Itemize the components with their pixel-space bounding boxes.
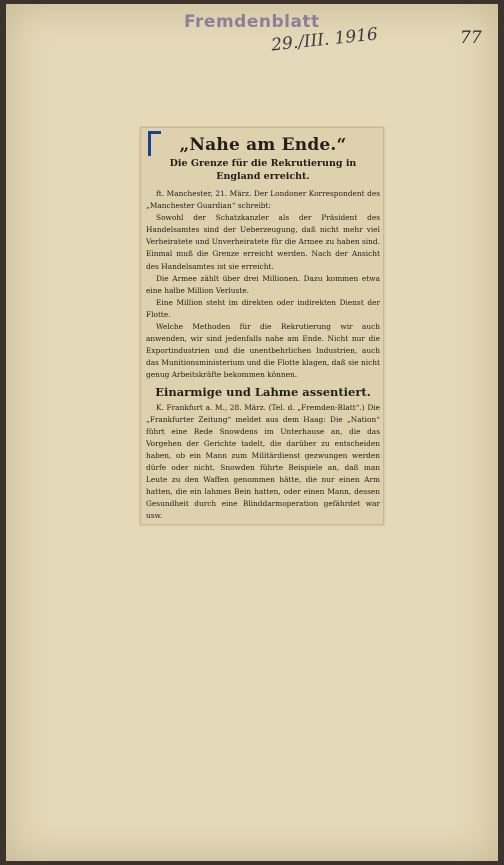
article-paragraph: Sowohl der Schatzkanzler als der Präsident des Handelsamtes sind der Ueberzeugung, daß nicht mehr viel Verheiratete und Unverheiratete für die Armee zu haben sind. Einmal muß die Grenze erreicht werden. Nach der Ansicht des Handelsamtes ist sie erreicht. [146, 213, 380, 271]
section-heading: Einarmige und Lahme assentiert. [155, 384, 371, 399]
page-number: 77 [460, 28, 482, 48]
newspaper-stamp: Fremdenblatt [184, 12, 320, 32]
article-paragraph: Welche Methoden für die Rekrutierung wir auch anwenden, wir sind jedenfalls nahe am Ende. Nicht nur die Exportindustrien und die unentbehrlichen Industrien, auch das Munitionsministerium und die Flotte klagen, daß sie nicht genug Arbeitskräfte bekommen können. [146, 322, 380, 380]
article-subtitle: Die Grenze für die Rekrutierung in England erreicht. [169, 158, 357, 182]
article [146, 133, 380, 522]
article-paragraph: Eine Million steht im direkten oder indirekten Dienst der Flotte. [146, 297, 380, 319]
article-paragraph: K. Frankfurt a. M., 28. März. (Tel. d. „Fremden-Blatt“.) Die „Frankfurter Zeitung“ meldet aus dem Haag: Die „Nation“ führt eine Rede Snowdens im Unterhause an, die das Vorgehen der Gerichte tadelt, die darüber zu entscheiden haben, ob ein Mann zum Militärdienst gezwungen werden dürfe oder nicht. Snowden führte Beispiele an, daß man Leute zu den Waffen genommen hätte, die nur einen Arm hatten, die ein lahmes Bein hatten, oder einen Mann, dessen Gesundheit durch eine Blinddarmoperation gefährdet war usw. [146, 402, 380, 521]
handwritten-date: 29./III. 1916 [270, 24, 379, 56]
article-title: „Nahe am Ende.“ [179, 135, 347, 155]
article-paragraph: ft. Manchester, 21. März. Der Londoner Korrespondent des „Manchester Guardian“ schreibt: [146, 189, 380, 211]
article-paragraph: Die Armee zählt über drei Millionen. Dazu kommen etwa eine halbe Million Verluste. [146, 273, 380, 295]
